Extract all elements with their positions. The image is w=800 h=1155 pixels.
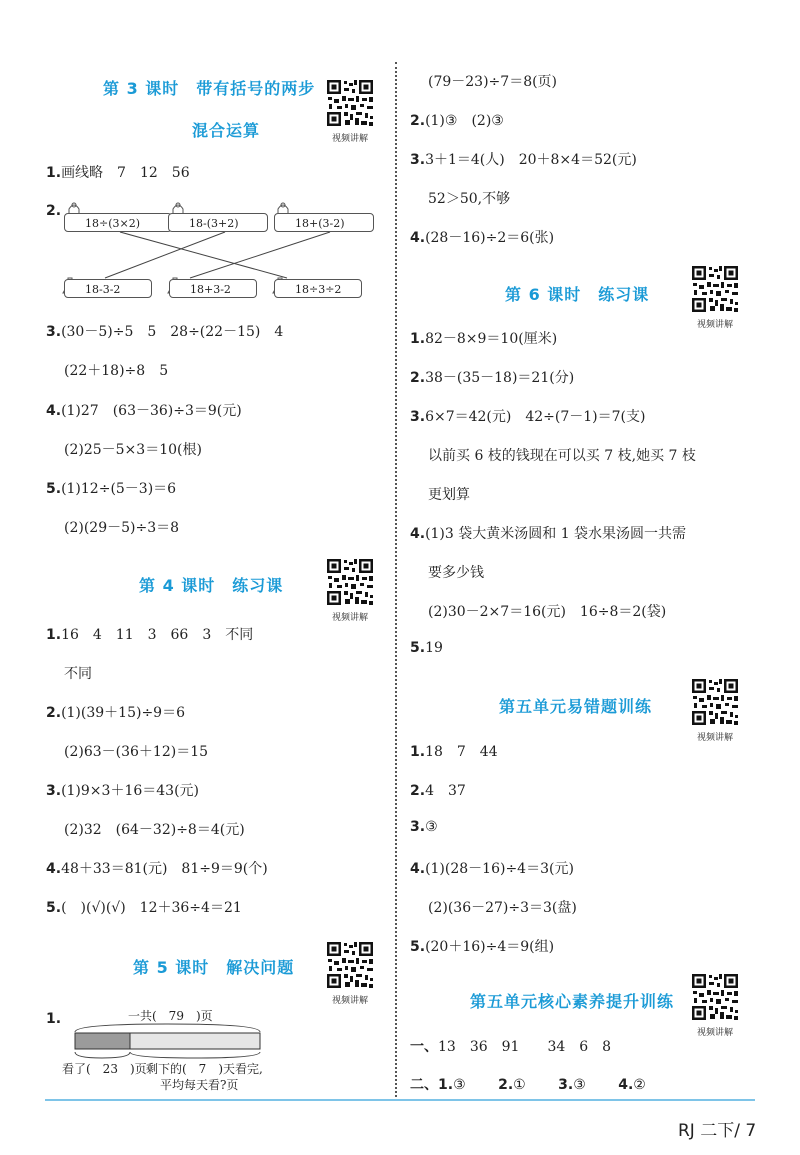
core-part2: 二、1.③ 2.① 3.③ 4.② bbox=[410, 1077, 646, 1093]
expression-card-bottom-3[interactable]: 18÷3÷2 bbox=[274, 279, 362, 298]
l6-q3-line2: 以前买 6 枝的钱现在可以买 7 枝,她买 7 枝 bbox=[428, 448, 696, 464]
lesson5-title: 第 5 课时 解决问题 bbox=[133, 958, 295, 977]
qr-code-core-training[interactable] bbox=[688, 972, 742, 1038]
lesson3-title-line2: 混合运算 bbox=[192, 121, 261, 140]
page-number: RJ 二下/ 7 bbox=[678, 1121, 757, 1141]
l3-q3-line2: (22＋18)÷8 5 bbox=[64, 363, 169, 379]
expression-card-top-1[interactable]: 18÷(3×2) bbox=[64, 213, 172, 232]
qr-caption: 视频讲解 bbox=[331, 613, 368, 623]
qr-caption: 视频讲解 bbox=[696, 1028, 733, 1038]
read-pages-label: 看了( 23 )页 bbox=[62, 1062, 147, 1076]
footer-rule bbox=[45, 1099, 755, 1101]
l4-q2-line2: (2)63－(36＋12)＝15 bbox=[64, 744, 209, 760]
qr-caption: 视频讲解 bbox=[331, 134, 368, 144]
l6-q4-line2: 要多少钱 bbox=[428, 565, 484, 581]
core-training-title: 第五单元核心素养提升训练 bbox=[470, 992, 675, 1011]
l3-q4-line2: (2)25－5×3＝10(根) bbox=[64, 442, 202, 458]
l3-q5: 5.(1)12÷(5－3)＝6 bbox=[46, 481, 177, 497]
l4-q5: 5.( )(√)(√) 12＋36÷4＝21 bbox=[46, 900, 242, 916]
l3-q1: 1.画线略 7 12 56 bbox=[46, 165, 190, 181]
l4-q2: 2.(1)(39＋15)÷9＝6 bbox=[46, 705, 185, 721]
l5-q3-line2: 52＞50,不够 bbox=[428, 191, 511, 207]
expression-card-bottom-2[interactable]: 18+3-2 bbox=[169, 279, 257, 298]
total-pages-label: 一共( 79 )页 bbox=[128, 1009, 213, 1023]
qr-code-lesson6[interactable] bbox=[688, 264, 742, 330]
l6-q2: 2.38－(35－18)＝21(分) bbox=[410, 370, 575, 386]
l6-q4-line3: (2)30－2×7＝16(元) 16÷8＝2(袋) bbox=[428, 604, 667, 620]
error-training-title: 第五单元易错题训练 bbox=[499, 697, 653, 716]
err-q1: 1.18 7 44 bbox=[410, 744, 498, 760]
l4-q1: 1.16 4 11 3 66 3 不同 bbox=[46, 627, 254, 643]
l6-q3: 3.6×7＝42(元) 42÷(7－1)＝7(支) bbox=[410, 409, 646, 425]
lesson4-title: 第 4 课时 练习课 bbox=[139, 576, 284, 595]
qr-code-icon bbox=[690, 677, 740, 727]
expression-card-top-3[interactable]: 18+(3-2) bbox=[274, 213, 374, 232]
lesson3-title: 第 3 课时 带有括号的两步 bbox=[103, 79, 316, 98]
l6-q4: 4.(1)3 袋大黄米汤圆和 1 袋水果汤圆一共需 bbox=[410, 526, 687, 542]
err-q3: 3.③ bbox=[410, 819, 438, 835]
l6-q3-line3: 更划算 bbox=[428, 487, 470, 503]
err-q4-line2: (2)(36－27)÷3＝3(盘) bbox=[428, 900, 577, 916]
lesson6-title: 第 6 课时 练习课 bbox=[505, 285, 650, 304]
l3-q3: 3.(30－5)÷5 5 28÷(22－15) 4 bbox=[46, 324, 284, 340]
l6-q1: 1.82－8×9＝10(厘米) bbox=[410, 331, 558, 347]
err-q2: 2.4 37 bbox=[410, 783, 466, 799]
l4-q4: 4.48＋33＝81(元) 81÷9＝9(个) bbox=[46, 861, 268, 877]
l3-q4: 4.(1)27 (63－36)÷3＝9(元) bbox=[46, 403, 242, 419]
l3-q5-line2: (2)(29－5)÷3＝8 bbox=[64, 520, 180, 536]
l4-q3: 3.(1)9×3＋16＝43(元) bbox=[46, 783, 199, 799]
l5-q2: 2.(1)③ (2)③ bbox=[410, 113, 504, 129]
qr-caption: 视频讲解 bbox=[696, 733, 733, 743]
qr-caption: 视频讲解 bbox=[331, 996, 368, 1006]
l4-q1-line2: 不同 bbox=[64, 666, 92, 682]
l5-q4: 4.(28－16)÷2＝6(张) bbox=[410, 230, 555, 246]
expression-card-bottom-1[interactable]: 18-3-2 bbox=[64, 279, 152, 298]
remaining-days-label: 剩下的( 7 )天看完, bbox=[146, 1062, 263, 1076]
average-question-label: 平均每天看?页 bbox=[160, 1078, 239, 1092]
l6-q5: 5.19 bbox=[410, 640, 443, 656]
qr-code-icon bbox=[690, 972, 740, 1022]
l5-q1-answer: (79－23)÷7＝8(页) bbox=[428, 74, 558, 90]
err-q4: 4.(1)(28－16)÷4＝3(元) bbox=[410, 861, 574, 877]
l5-q3: 3.3＋1＝4(人) 20＋8×4＝52(元) bbox=[410, 152, 637, 168]
qr-code-icon bbox=[690, 264, 740, 314]
qr-caption: 视频讲解 bbox=[696, 320, 733, 330]
err-q5: 5.(20＋16)÷4＝9(组) bbox=[410, 939, 555, 955]
l5-q1-number: 1. bbox=[46, 1011, 62, 1027]
segment-bar-diagram bbox=[0, 0, 395, 1100]
core-part1: 一、13 36 91 34 6 8 bbox=[410, 1039, 612, 1055]
l4-q3-line2: (2)32 (64－32)÷8＝4(元) bbox=[64, 822, 245, 838]
qr-code-error-training[interactable] bbox=[688, 677, 742, 743]
expression-card-top-2[interactable]: 18-(3+2) bbox=[168, 213, 268, 232]
l3-q2-number: 2. bbox=[46, 203, 62, 219]
column-divider bbox=[395, 62, 397, 1097]
